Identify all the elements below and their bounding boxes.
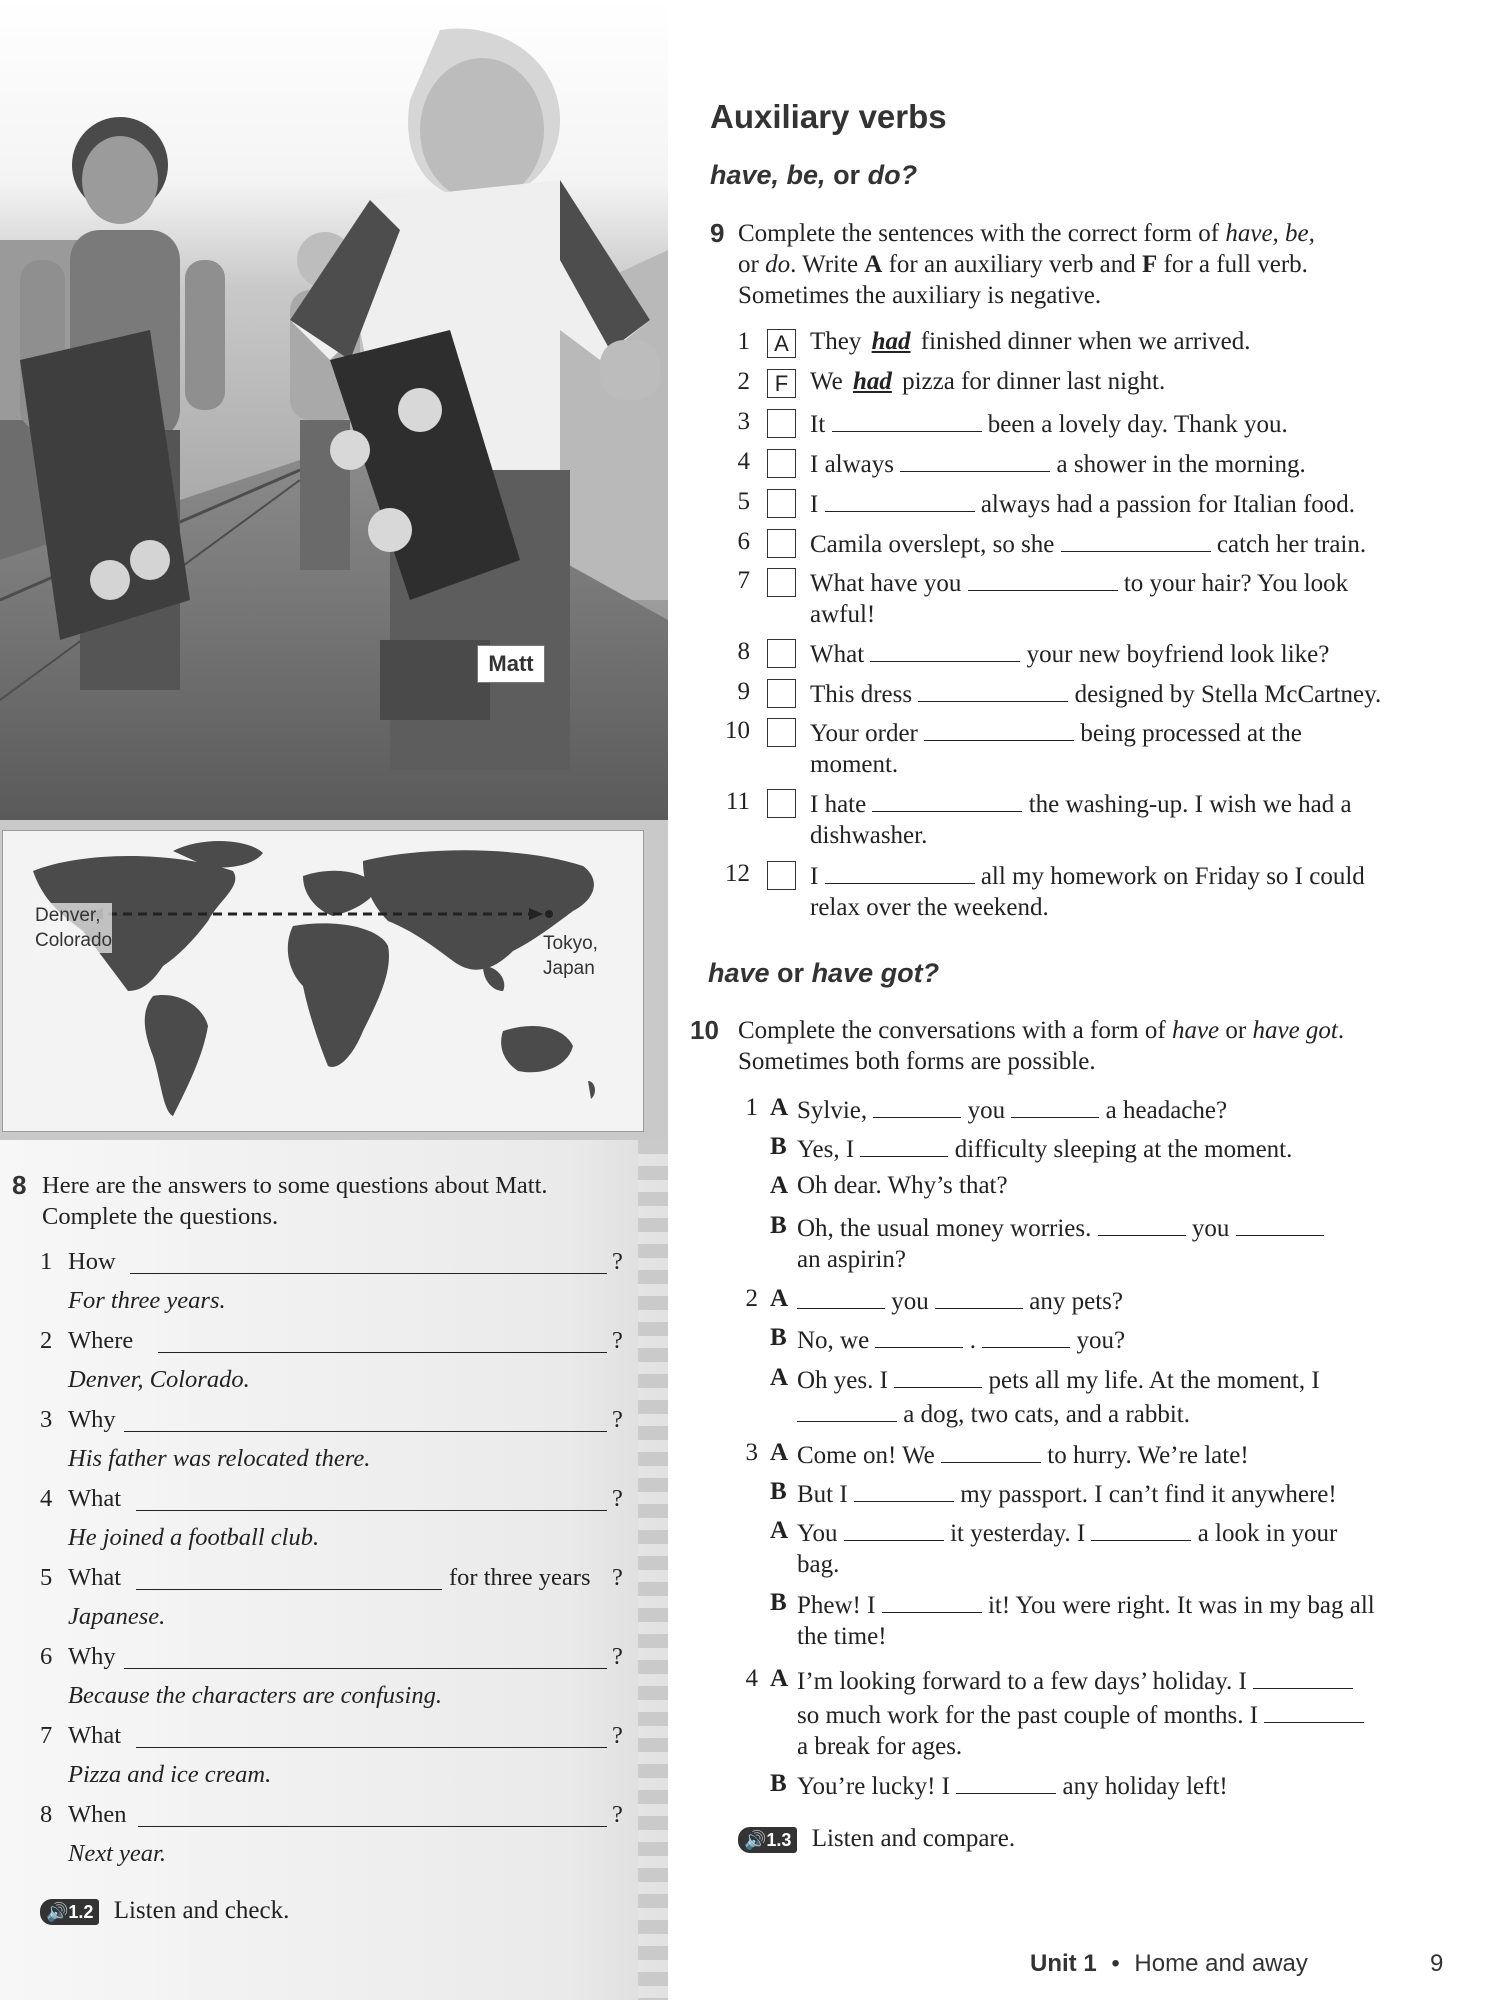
exercise-10-text: Complete the conversations with a form of have or have got. Sometimes both forms are possible. [738,1017,1345,1075]
answer-line[interactable] [124,1431,607,1432]
ex9-item-1: 1 A They had finished dinner when we arrived. [737,328,1251,356]
page-footer: Unit 1 • Home and away [1030,1950,1308,1977]
ex8-answer-8: Next year. [68,1840,166,1867]
audio-1-3-text: Listen and compare. [811,1825,1016,1852]
ex9-item-2: 2 F We had pizza for dinner last night. [737,368,1166,396]
ex8-question-6: 6 Why ? [40,1643,623,1670]
exercise-8-number: 8 [12,1170,27,1200]
ex8-question-7: 7 What ? [40,1722,623,1749]
exercise-8 [12,1170,622,1250]
answer-blank[interactable] [924,715,1074,741]
answer-blank[interactable] [870,636,1020,662]
ex8-question-3: 3 Why ? [40,1406,623,1433]
section-title: Auxiliary verbs [710,98,947,135]
ex8-answer-6: Because the characters are confusing. [68,1682,442,1709]
answer-blank[interactable] [968,565,1118,591]
answer-line[interactable] [158,1352,607,1353]
ex9-item-6: 6 Camila overslept, so she catch her train. [737,528,1367,558]
audio-icon[interactable]: 🔊1.3 [738,1827,797,1853]
audio-1-2-text: Listen and check. [113,1897,290,1924]
ex9-item-8: 8 What your new boyfriend look like? [737,638,1330,668]
answer-box[interactable] [767,679,796,708]
exercise-9-instruction [710,218,1470,311]
answer-box[interactable] [767,568,796,597]
filled-answer: had [852,368,892,395]
answer-line[interactable] [136,1510,607,1511]
answer-box[interactable] [767,861,796,890]
ex9-item-4: 4 I always a shower in the morning. [737,448,1306,478]
exercise-9-text: Complete the sentences with the correct form of have, be, or do. Write A for an auxiliary verb and F for a full verb. Sometimes the auxiliary is negative. [738,220,1315,309]
ex8-answer-4: He joined a football club. [68,1524,320,1551]
exercise-8-text: Here are the answers to some questions about Matt. Complete the questions. [42,1172,548,1230]
exercise-10-number: 10 [690,1015,719,1045]
answer-box[interactable]: A [767,329,796,358]
ex8-question-2: 2 Where ? [40,1327,623,1354]
world-map [2,830,644,1132]
audio-1-3[interactable] [738,1825,1015,1853]
answer-blank[interactable] [825,858,975,884]
exercise-9-number: 9 [710,218,725,248]
ex8-answer-5: Japanese. [68,1603,166,1630]
answer-blank[interactable] [872,786,1022,812]
map-label-denver: Denver, Colorado [35,905,113,951]
world-map-panel [0,820,668,1140]
ex9-item-9: 9 This dress designed by Stella McCartney. [737,678,1382,708]
ex8-answer-2: Denver, Colorado. [68,1366,250,1393]
photo-illustration [0,0,668,820]
matt-label: Matt [477,645,545,683]
exercise-8-instruction [12,1170,622,1240]
photo-skateboarders [0,0,668,820]
audio-1-2[interactable] [40,1897,289,1925]
ex8-question-5: 5 What for three years ? [40,1564,623,1591]
map-label-tokyo: Tokyo, Japan [543,933,598,979]
answer-box[interactable] [767,789,796,818]
ex9-item-12: 12 I all my homework on Friday so I could relax over the weekend. [725,860,1365,921]
ex9-item-10: 10 Your order being processed at the moment. [725,717,1302,778]
ex8-question-4: 4 What ? [40,1485,623,1512]
answer-blank[interactable] [832,406,982,432]
ex8-answer-1: For three years. [68,1287,226,1314]
answer-blank[interactable] [918,676,1068,702]
answer-box[interactable] [767,529,796,558]
answer-box[interactable]: F [767,369,796,398]
answer-box[interactable] [767,449,796,478]
answer-blank[interactable] [900,446,1050,472]
answer-line[interactable] [136,1747,607,1748]
ex8-answer-3: His father was relocated there. [68,1445,371,1472]
answer-box[interactable] [767,718,796,747]
ex9-item-3: 3 It been a lovely day. Thank you. [737,408,1288,438]
filled-answer: had [871,328,911,355]
answer-line[interactable] [124,1668,607,1669]
audio-icon[interactable]: 🔊1.2 [40,1899,99,1925]
answer-box[interactable] [767,639,796,668]
ex8-answer-7: Pizza and ice cream. [68,1761,272,1788]
answer-line[interactable] [130,1273,607,1274]
ex8-question-8: 8 When ? [40,1801,623,1828]
answer-blank[interactable] [1061,526,1211,552]
page-number: 9 [1430,1950,1444,1977]
answer-box[interactable] [767,409,796,438]
ex9-item-11: 11 I hate the washing-up. I wish we had a dishwasher. [725,788,1352,849]
exercise-10-instruction [690,1015,1470,1077]
subheading-have-be-do: have, be, or do? [710,160,918,190]
ex9-item-7: 7 What have you to your hair? You look awful! [737,567,1349,628]
world-map-graphic [3,831,643,1131]
answer-line[interactable] [138,1826,607,1827]
ex8-question-1: 1 How ? [40,1248,623,1275]
answer-blank[interactable] [825,486,975,512]
subheading-have-have-got: have or have got? [708,958,940,988]
answer-line[interactable] [136,1589,442,1590]
ex9-item-5: 5 I always had a passion for Italian food. [737,488,1356,518]
answer-box[interactable] [767,489,796,518]
